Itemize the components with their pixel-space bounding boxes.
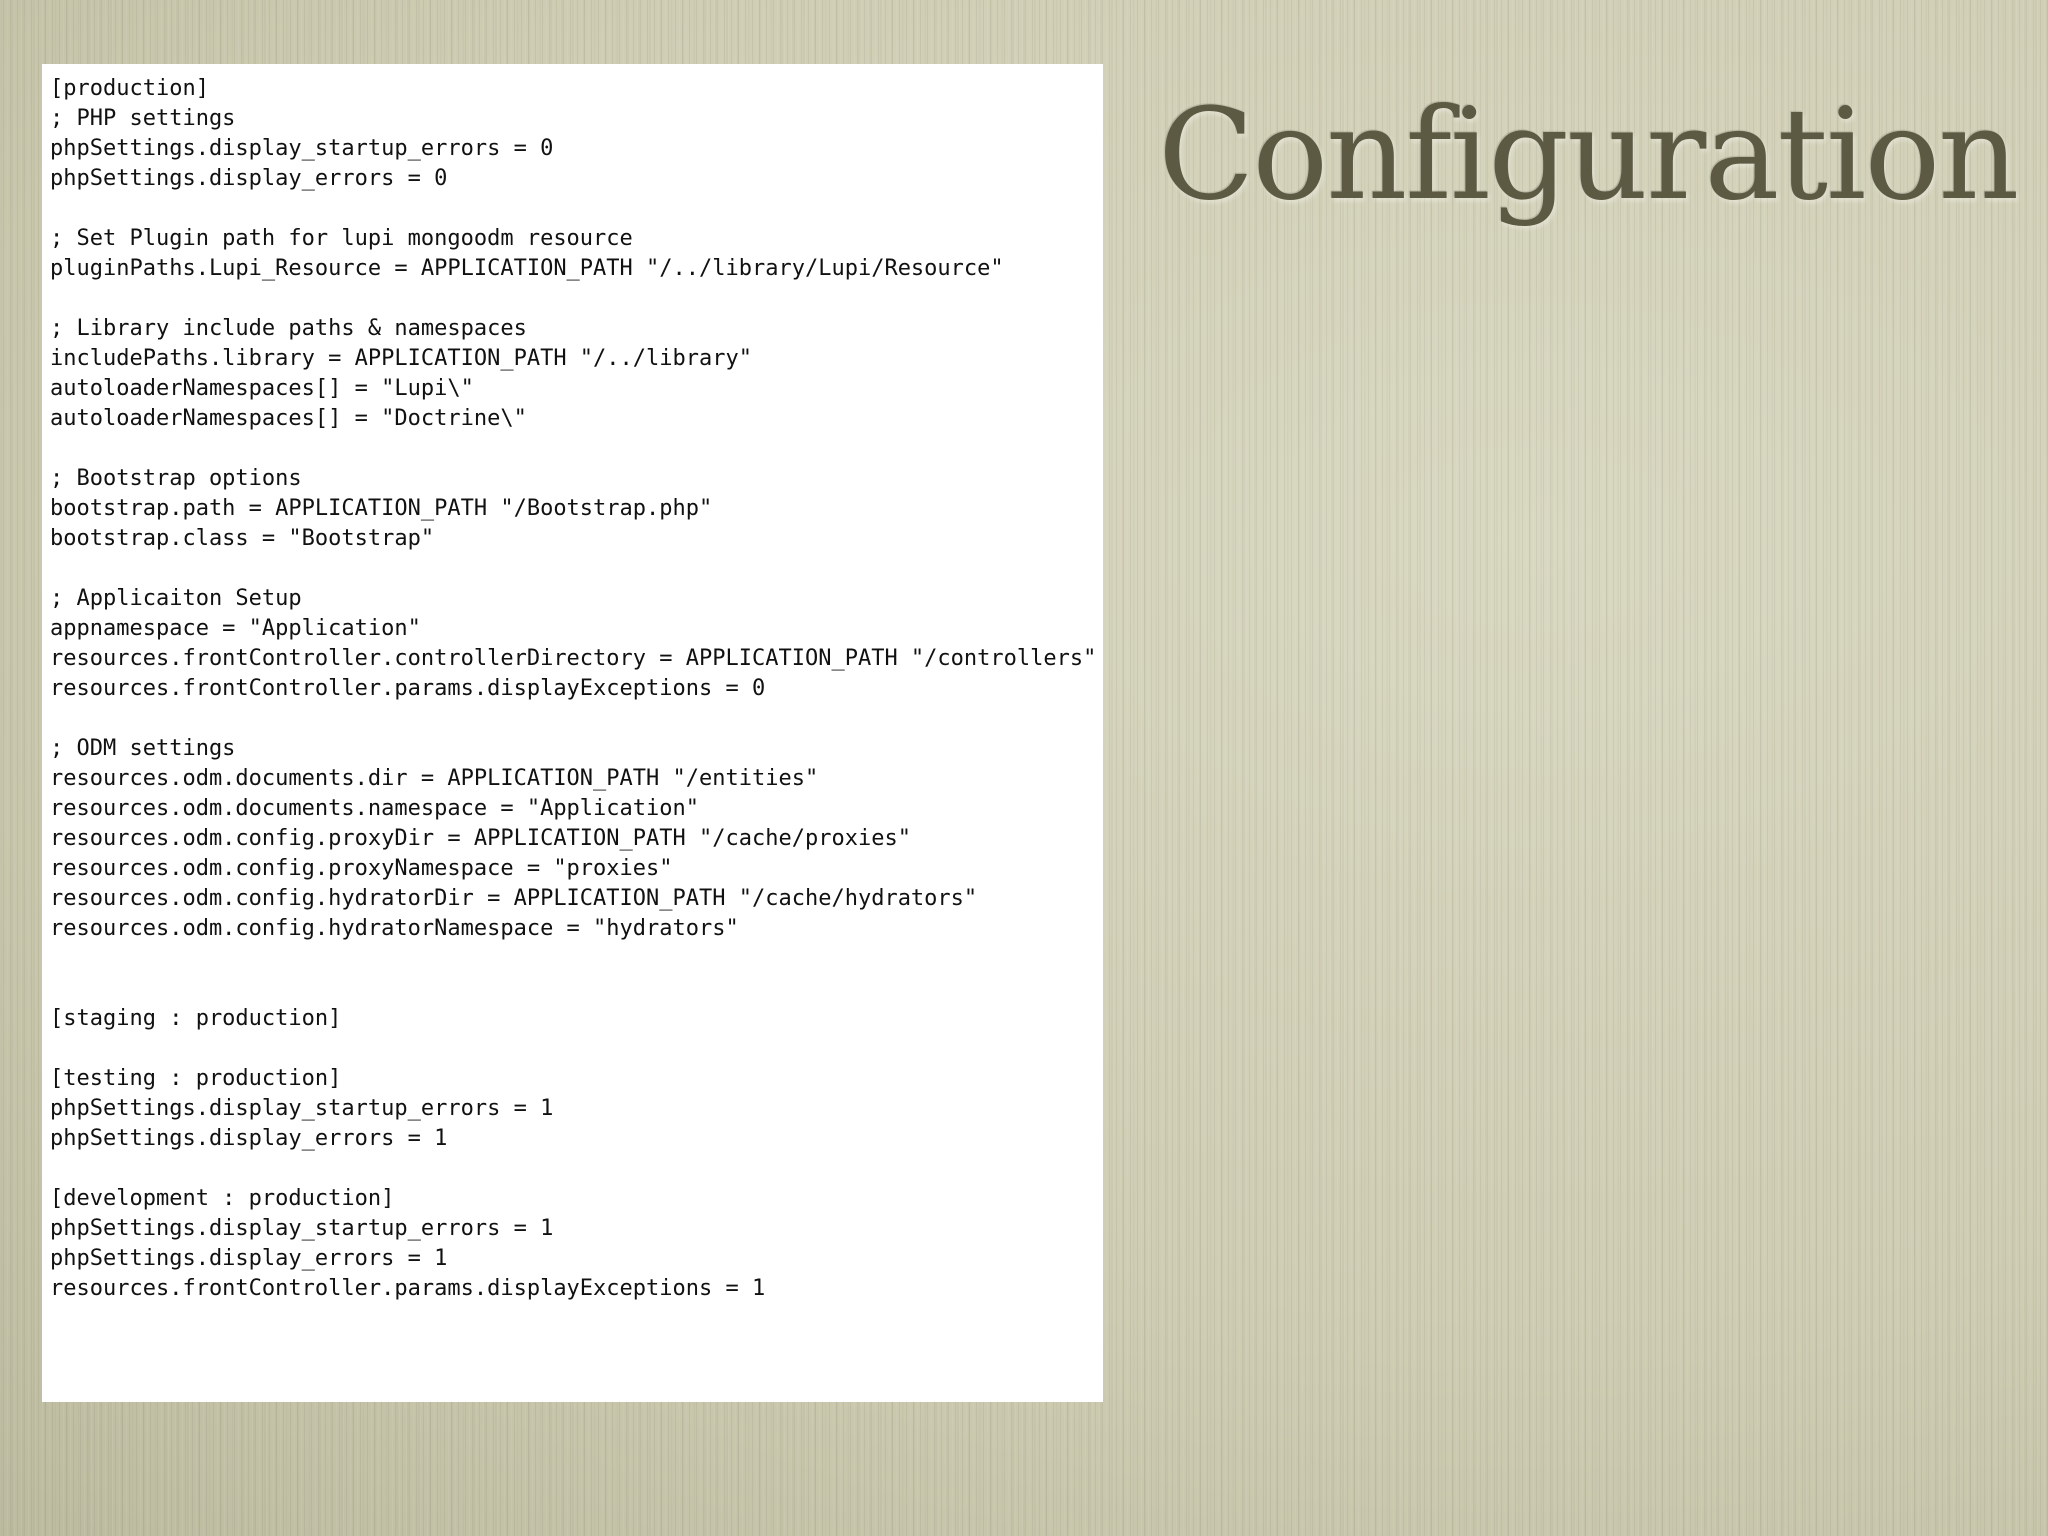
slide-title: Configuration	[1158, 81, 2018, 228]
code-blank-line	[50, 974, 1103, 1004]
code-line: resources.odm.documents.namespace = "Application"	[50, 796, 700, 821]
code-blank-line	[50, 1034, 1103, 1064]
code-line: resources.odm.config.hydratorNamespace = "hydrators"	[50, 916, 739, 941]
code-line: appnamespace = "Application"	[50, 616, 421, 641]
code-blank-line	[50, 284, 1103, 314]
code-line: resources.frontController.params.displayExceptions = 1	[50, 1276, 766, 1301]
code-line: phpSettings.display_errors = 0	[50, 166, 448, 191]
code-line: resources.odm.config.proxyNamespace = "proxies"	[50, 856, 673, 881]
code-line: resources.frontController.params.displayExceptions = 0	[50, 676, 766, 701]
code-line: [production]	[50, 76, 209, 101]
code-blank-line	[50, 194, 1103, 224]
code-line: phpSettings.display_startup_errors = 1	[50, 1216, 554, 1241]
code-blank-line	[50, 704, 1103, 734]
code-line: autoloaderNamespaces[] = "Doctrine\"	[50, 406, 527, 431]
code-line: bootstrap.class = "Bootstrap"	[50, 526, 435, 551]
code-line: phpSettings.display_startup_errors = 0	[50, 136, 554, 161]
code-line: ; Library include paths & namespaces	[50, 316, 527, 341]
code-line: ; Bootstrap options	[50, 466, 302, 491]
code-line: ; ODM settings	[50, 736, 236, 761]
code-line: autoloaderNamespaces[] = "Lupi\"	[50, 376, 474, 401]
code-line: resources.odm.documents.dir = APPLICATION_PATH "/entities"	[50, 766, 819, 791]
code-line: ; PHP settings	[50, 106, 236, 131]
code-panel	[42, 64, 1103, 1402]
code-blank-line	[50, 1154, 1103, 1184]
code-line: ; Set Plugin path for lupi mongoodm resource	[50, 226, 633, 251]
code-line: [staging : production]	[50, 1006, 342, 1031]
code-line: ; Applicaiton Setup	[50, 586, 302, 611]
code-line: bootstrap.path = APPLICATION_PATH "/Bootstrap.php"	[50, 496, 713, 521]
code-line: phpSettings.display_errors = 1	[50, 1126, 448, 1151]
code-line: phpSettings.display_errors = 1	[50, 1246, 448, 1271]
code-blank-line	[50, 554, 1103, 584]
code-blank-line	[50, 944, 1103, 974]
code-line: pluginPaths.Lupi_Resource = APPLICATION_PATH "/../library/Lupi/Resource"	[50, 256, 1004, 281]
code-line: resources.odm.config.proxyDir = APPLICATION_PATH "/cache/proxies"	[50, 826, 911, 851]
code-line: includePaths.library = APPLICATION_PATH "/../library"	[50, 346, 752, 371]
code-line: resources.frontController.controllerDirectory = APPLICATION_PATH "/controllers"	[50, 646, 1097, 671]
code-blank-line	[50, 434, 1103, 464]
code-line: [testing : production]	[50, 1066, 342, 1091]
code-line: [development : production]	[50, 1186, 395, 1211]
code-line: resources.odm.config.hydratorDir = APPLICATION_PATH "/cache/hydrators"	[50, 886, 978, 911]
code-line: phpSettings.display_startup_errors = 1	[50, 1096, 554, 1121]
